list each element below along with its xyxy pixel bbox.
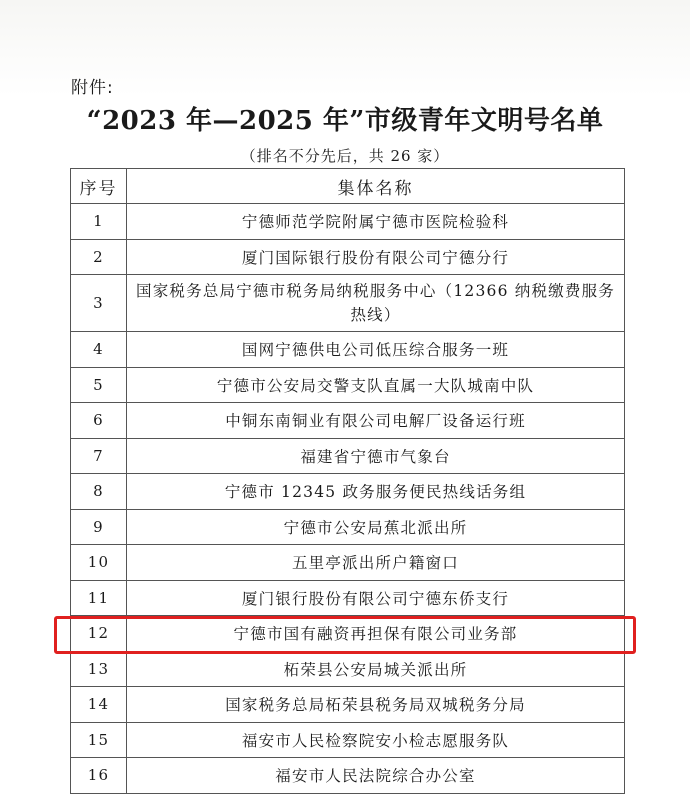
document-subtitle: （排名不分先后，共 26 家） — [240, 147, 450, 165]
row-index: 2 — [71, 239, 127, 275]
row-name: 柘荣县公安局城关派出所 — [127, 651, 625, 687]
row-index: 1 — [71, 204, 127, 240]
row-index: 16 — [71, 758, 127, 794]
table-row — [71, 580, 625, 616]
row-index: 9 — [71, 509, 127, 545]
row-index: 10 — [71, 545, 127, 581]
table-row — [71, 758, 625, 794]
document-title: “2023 年—2025 年”市级青年文明号名单 — [86, 106, 604, 136]
row-index: 6 — [71, 403, 127, 439]
row-name: 福安市人民检察院安小检志愿服务队 — [127, 722, 625, 758]
row-index: 8 — [71, 474, 127, 510]
table-row — [71, 545, 625, 581]
row-index: 7 — [71, 438, 127, 474]
header-name: 集体名称 — [127, 169, 625, 204]
row-index: 5 — [71, 367, 127, 403]
name-list-table — [70, 168, 625, 794]
row-name: 福安市人民法院综合办公室 — [127, 758, 625, 794]
row-name: 宁德市 12345 政务服务便民热线话务组 — [127, 474, 625, 510]
row-name: 厦门国际银行股份有限公司宁德分行 — [127, 239, 625, 275]
table-row — [71, 332, 625, 368]
table-row — [71, 275, 625, 332]
table-row — [71, 204, 625, 240]
row-name: 国家税务总局柘荣县税务局双城税务分局 — [127, 687, 625, 723]
table-row — [71, 687, 625, 723]
table-row — [71, 509, 625, 545]
row-name: 厦门银行股份有限公司宁德东侨支行 — [127, 580, 625, 616]
row-name: 宁德市公安局交警支队直属一大队城南中队 — [127, 367, 625, 403]
row-index: 13 — [71, 651, 127, 687]
table-row-highlighted — [71, 616, 625, 652]
table-row — [71, 474, 625, 510]
row-index: 12 — [71, 616, 127, 652]
row-name: 五里亭派出所户籍窗口 — [127, 545, 625, 581]
header-index: 序号 — [71, 169, 127, 204]
row-name: 中铜东南铜业有限公司电解厂设备运行班 — [127, 403, 625, 439]
table-row — [71, 239, 625, 275]
row-index: 14 — [71, 687, 127, 723]
row-index: 4 — [71, 332, 127, 368]
table-row — [71, 438, 625, 474]
row-name: 福建省宁德市气象台 — [127, 438, 625, 474]
row-index: 11 — [71, 580, 127, 616]
row-name: 国家税务总局宁德市税务局纳税服务中心（12366 纳税缴费服务热线） — [127, 275, 625, 332]
table-row — [71, 651, 625, 687]
row-name: 宁德师范学院附属宁德市医院检验科 — [127, 204, 625, 240]
table-header-row — [71, 169, 625, 204]
table-row — [71, 403, 625, 439]
row-name: 宁德市国有融资再担保有限公司业务部 — [127, 616, 625, 652]
row-index: 15 — [71, 722, 127, 758]
row-name: 宁德市公安局蕉北派出所 — [127, 509, 625, 545]
table-row — [71, 722, 625, 758]
row-name: 国网宁德供电公司低压综合服务一班 — [127, 332, 625, 368]
row-index: 3 — [71, 275, 127, 332]
attachment-label: 附件: — [71, 78, 114, 98]
table-row — [71, 367, 625, 403]
